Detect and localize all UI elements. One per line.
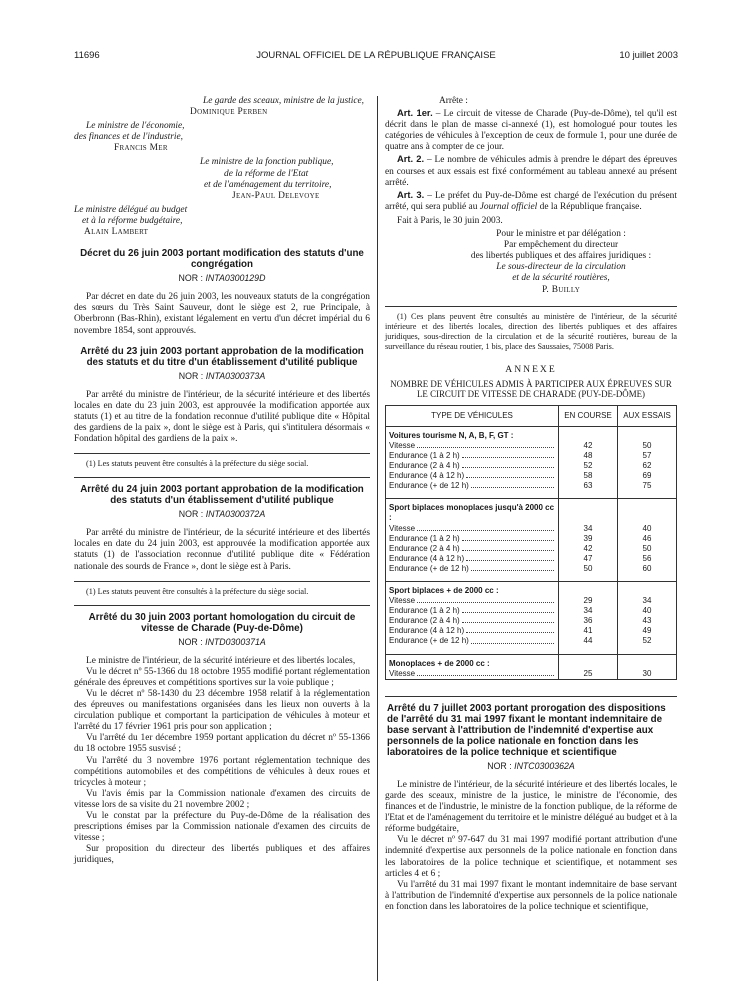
signature-name: Dominique Perben (190, 107, 268, 118)
decree-title: Arrêté du 7 juillet 2003 portant prorogation des dispositions de l'arrêté du 31 mai 1997 fixant le montant indemnitaire de base servant à l'attribution de l'indemnité d'expertise aux personnels de la police nationale en fonction dans les laboratoires de la police technique et scientifique (387, 702, 666, 758)
en-course-value: 34 (559, 606, 618, 616)
table-separator (386, 491, 677, 499)
footnote: (1) Les statuts peuvent être consultés à la préfecture du siège social. (86, 459, 309, 469)
en-course-value: 39 (559, 534, 618, 544)
en-course-value: 42 (559, 544, 618, 554)
decree-title: Décret du 26 juin 2003 portant modification des statuts d'une congrégation (80, 248, 364, 271)
row-label: Endurance (+ de 12 h) (386, 564, 559, 574)
aux-essais-value: 40 (618, 524, 677, 534)
en-course-value: 52 (559, 461, 618, 471)
row-label: Vitesse (386, 596, 559, 606)
nor-reference: NOR : INTA0300129D (178, 273, 266, 284)
en-course-value: 25 (559, 669, 618, 680)
aux-essais-value: 57 (618, 451, 677, 461)
aux-essais-value: 49 (618, 626, 677, 636)
left-column (74, 96, 370, 867)
annexe-title: ANNEXE (505, 363, 557, 375)
column-header: TYPE DE VÉHICULES (386, 405, 559, 426)
aux-essais-value: 62 (618, 461, 677, 471)
aux-essais-value: 40 (618, 606, 677, 616)
signature-title: de la réforme de l'Etat (224, 168, 309, 179)
visa-paragraph: Vu le décret nº 58-1430 du 23 décembre 1958 relatif à la réglementation des épreuves ou manifestations organisées dans les lieux non ouverts à la circulation publique et comportant la participation de véhicules à moteur et l'arrêté du 17 février 1961 pris pour son application ; (74, 689, 370, 733)
issue-date: 10 juillet 2003 (619, 50, 678, 61)
table-row (386, 616, 677, 626)
en-course-value: 34 (559, 524, 618, 534)
visa-paragraph: Vu l'avis émis par la Commission nationale d'examen des circuits de vitesse lors de sa visite du 21 novembre 2002 ; (74, 788, 370, 810)
en-course-value: 48 (559, 451, 618, 461)
article-1: Art. 1er. – Le circuit de vitesse de Charade (Puy-de-Dôme), tel qu'il est décrit dans le plan de masse ci-annexé (1), est homologué pour toutes les catégories de véhicules à l'exception de ceux de formule 1, pour une durée de quatre ans à compter de ce jour. (385, 107, 677, 153)
visa-paragraph: Sur proposition du directeur des libertés publiques et des affaires juridiques, (74, 844, 370, 866)
visa-paragraph: Vu le constat par la préfecture du Puy-de-Dôme de la réalisation des prescriptions émises par la Commission nationale d'examen des circuits de vitesse ; (74, 811, 370, 844)
en-course-value: 36 (559, 616, 618, 626)
row-label: Vitesse (386, 441, 559, 451)
journal-title: JOURNAL OFFICIEL DE LA RÉPUBLIQUE FRANÇAISE (256, 50, 496, 61)
table-row (386, 471, 677, 481)
signature-name: Jean-Paul Delevoye (232, 190, 320, 201)
row-label: Endurance (2 à 4 h) (386, 616, 559, 626)
decree-title: Arrêté du 23 juin 2003 portant approbation de la modification des statuts et du titre d'un établissement d'utilité publique (80, 345, 364, 368)
visa-paragraph: Vu le décret nº 97-647 du 31 mai 1997 modifié portant attribution d'une indemnité d'expertise aux personnels de la police nationale en fonction dans les laboratoires de la police technique et scientifique, et notamment ses articles 4 et 6 ; (385, 835, 677, 879)
table-group-label: Monoplaces + de 2000 cc : (386, 654, 559, 669)
table-row (386, 596, 677, 606)
annexe-subtitle: NOMBRE DE VÉHICULES ADMIS À PARTICIPER AUX ÉPREUVES SUR LE CIRCUIT DE VITESSE DE CHARADE (PUY-DE-DÔME) (390, 378, 672, 400)
vehicles-table (385, 405, 677, 680)
en-course-value: 58 (559, 471, 618, 481)
table-row (386, 564, 677, 574)
table-row (386, 481, 677, 491)
row-label: Endurance (+ de 12 h) (386, 481, 559, 491)
aux-essais-value: 60 (618, 564, 677, 574)
divider (385, 696, 677, 697)
decree-body: Par décret en date du 26 juin 2003, les nouveaux statuts de la congrégation des sœurs du Très Saint Sauveur, dont le siège est 2, rue Principale, à Oberbronn (Bas-Rhin), existant légalement en vertu d'un décret impérial du 6 novembre 1854, sont approuvés. (74, 292, 370, 336)
column-header: AUX ESSAIS (618, 405, 677, 426)
table-row (386, 554, 677, 564)
divider (74, 477, 370, 478)
visa-paragraph: Vu l'arrêté du 1er décembre 1959 portant application du décret nº 55-1366 du 18 octobre 1955 susvisé ; (74, 733, 370, 755)
table-row (386, 441, 677, 451)
en-course-value: 50 (559, 564, 618, 574)
row-label: Endurance (4 à 12 h) (386, 626, 559, 636)
signature-title: Le ministre de l'économie, (86, 121, 185, 132)
aux-essais-value: 43 (618, 616, 677, 626)
row-label: Vitesse (386, 669, 559, 680)
visa-paragraph: Le ministre de l'intérieur, de la sécurité intérieure et des libertés locales, (86, 655, 356, 666)
table-group-label: Voitures tourisme N, A, B, F, GT : (386, 426, 559, 441)
signature-name: Francis Mer (114, 143, 168, 154)
row-label: Endurance (2 à 4 h) (386, 461, 559, 471)
table-row (386, 636, 677, 646)
table-separator (386, 647, 677, 655)
row-label: Endurance (4 à 12 h) (386, 554, 559, 564)
divider (74, 605, 370, 606)
signature-title: Le ministre de la fonction publique, (200, 157, 334, 168)
arrete-visas (74, 656, 370, 867)
fait-a-paris: Fait à Paris, le 30 juin 2003. (397, 215, 503, 226)
article-2: Art. 2. – Le nombre de véhicules admis à prendre le départ des épreuves en courses et aux essais est fixé conformément au tableau annexé au présent arrêté. (385, 153, 677, 188)
table-separator (386, 574, 677, 582)
table-group-row (386, 499, 677, 524)
visa-paragraph: Vu l'arrêté du 3 novembre 1976 portant réglementation technique des compétitions automobiles et des compétitions de véhicules à deux roues et tricycles à moteur ; (74, 755, 370, 788)
page-number: 11696 (74, 50, 100, 61)
nor-reference: NOR : INTC0300362A (487, 760, 575, 771)
nor-reference: NOR : INTA0300373A (178, 370, 266, 381)
row-label: Endurance (2 à 4 h) (386, 544, 559, 554)
table-group-row (386, 426, 677, 441)
page-header (74, 50, 678, 64)
row-label: Endurance (+ de 12 h) (386, 636, 559, 646)
column-header: EN COURSE (559, 405, 618, 426)
aux-essais-value: 34 (618, 596, 677, 606)
signature-title: Le garde des sceaux, ministre de la justice, (203, 96, 364, 106)
aux-essais-value: 46 (618, 534, 677, 544)
en-course-value: 47 (559, 554, 618, 564)
signature-title: Le ministre délégué au budget (74, 204, 188, 215)
row-label: Endurance (1 à 2 h) (386, 606, 559, 616)
ministers-signatures (74, 96, 370, 238)
row-label: Vitesse (386, 524, 559, 534)
signature-title: des finances et de l'industrie, (74, 132, 184, 143)
divider (74, 581, 370, 582)
table-row (386, 451, 677, 461)
nor-reference: NOR : INTA0300372A (178, 509, 266, 520)
visa-paragraph: Vu l'arrêté du 31 mai 1997 fixant le montant indemnitaire de base servant à l'attribution de l'indemnité d'expertise aux personnels de la police nationale en fonction dans les laboratoires de la police technique et scientifique, (385, 879, 677, 912)
row-label: Endurance (1 à 2 h) (386, 534, 559, 544)
table-row (386, 669, 677, 680)
row-label: Endurance (1 à 2 h) (386, 451, 559, 461)
en-course-value: 41 (559, 626, 618, 636)
decree-title: Arrêté du 24 juin 2003 portant approbation de la modification des statuts d'un établissement d'utilité publique (80, 484, 364, 507)
footnote: (1) Ces plans peuvent être consultés au ministère de l'intérieur, de la sécurité intérieure et des libertés locales, direction des libertés publiques et des affaires juridiques, sous-direction de la circulation et de la sécurité routières, bureau de la surveillance du réseau routier, 1 bis, place des Saussaies, 75008 Paris. (385, 311, 677, 351)
table-group-label: Sport biplaces + de 2000 cc : (386, 582, 559, 597)
table-row (386, 461, 677, 471)
table-row (386, 534, 677, 544)
footnote: (1) Les statuts peuvent être consultés à la préfecture du siège social. (86, 586, 309, 596)
signature-name: Alain Lambert (84, 227, 149, 238)
table-row (386, 544, 677, 554)
en-course-value: 44 (559, 636, 618, 646)
aux-essais-value: 56 (618, 554, 677, 564)
signature-name: P. Builly (541, 284, 581, 295)
divider (385, 306, 677, 307)
decree-title: Arrêté du 30 juin 2003 portant homologation du circuit de vitesse de Charade (Puy-de-Dôme) (88, 611, 356, 634)
divider (74, 453, 370, 454)
en-course-value: 63 (559, 481, 618, 491)
table-row (386, 524, 677, 534)
aux-essais-value: 50 (618, 544, 677, 554)
aux-essais-value: 52 (618, 636, 677, 646)
table-group-row (386, 582, 677, 597)
decree-body: Par arrêté du ministre de l'intérieur, de la sécurité intérieure et des libertés locales en date du 23 juin 2003, est approuvée la modification apportée aux statuts (1) et au titre de la fondation reconnue d'utilité publique dite « Hôpital des gardiens de la paix », dont le siège est à Paris, qui s'intitulera désormais « Fondation hôpital des gardiens de la paix ». (74, 389, 370, 445)
nor-reference: NOR : INTD0300371A (178, 636, 266, 647)
signature-title: et à la réforme budgétaire, (82, 215, 183, 226)
article-3: Art. 3. – Le préfet du Puy-de-Dôme est chargé de l'exécution du présent arrêté, qui sera publié au Journal officiel de la République française. (385, 188, 677, 212)
aux-essais-value: 50 (618, 441, 677, 451)
delegation-signature: Pour le ministre et par délégation : Par empêchement du directeur des libertés publiques et des affaires juridiques : Le sous-directeur de la circulation et de la sécurité routières, P. Builly (385, 229, 677, 296)
table-group-label: Sport biplaces monoplaces jusqu'à 2000 cc : (386, 499, 559, 524)
table-row (386, 626, 677, 636)
arrete-label: Arrête : (439, 96, 468, 106)
decree-body: Par arrêté du ministre de l'intérieur, de la sécurité intérieure et des libertés locales en date du 24 juin 2003, est approuvée la modification apportée aux statuts (1) de l'association reconnue d'utilité publique dite « Fédération nationale des sourds de France », dont le siège est à Paris. (74, 528, 370, 572)
en-course-value: 42 (559, 441, 618, 451)
table-group-row (386, 654, 677, 669)
visa-paragraph: Le ministre de l'intérieur, de la sécurité intérieure et des libertés locales, le garde des sceaux, ministre de la justice, le ministre de l'économie, des finances et de l'industrie, le ministre de la fonction publique, de la réforme de l'Etat et de l'aménagement du territoire et le ministre délégué au budget et à la réforme budgétaire, (385, 779, 677, 835)
signature-title: et de l'aménagement du territoire, (204, 179, 332, 190)
visa-paragraph: Vu le décret nº 55-1366 du 18 octobre 1955 modifié portant réglementation générale des épreuves et compétitions sportives sur la voie publique ; (74, 666, 370, 688)
table-row (386, 606, 677, 616)
aux-essais-value: 75 (618, 481, 677, 491)
aux-essais-value: 69 (618, 471, 677, 481)
en-course-value: 29 (559, 596, 618, 606)
aux-essais-value: 30 (618, 669, 677, 680)
column-divider (377, 96, 378, 981)
right-column (385, 96, 677, 913)
row-label: Endurance (4 à 12 h) (386, 471, 559, 481)
